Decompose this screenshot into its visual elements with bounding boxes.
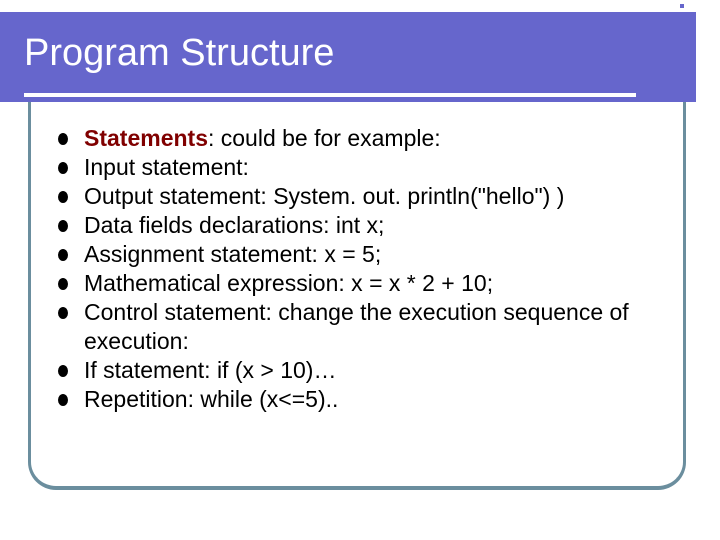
bullet-dot-icon bbox=[58, 220, 68, 232]
list-item bbox=[58, 356, 658, 385]
list-item bbox=[58, 182, 658, 211]
bullet-dot-icon bbox=[58, 133, 68, 145]
list-item-text: Assignment statement: x = 5; bbox=[84, 241, 382, 267]
corner-dot bbox=[680, 4, 684, 8]
list-item-text: Input statement: bbox=[84, 154, 249, 180]
bullet-dot-icon bbox=[58, 307, 68, 319]
page-title: Program Structure bbox=[24, 32, 335, 74]
list-item-text: Repetition: while (x<=5).. bbox=[84, 386, 339, 412]
bullet-dot-icon bbox=[58, 365, 68, 377]
list-item bbox=[58, 385, 658, 414]
bullet-dot-icon bbox=[58, 191, 68, 203]
bullet-list bbox=[58, 124, 658, 414]
list-item-text: Data fields declarations: int x; bbox=[84, 212, 385, 238]
bullet-dot-icon bbox=[58, 162, 68, 174]
list-item-text: If statement: if (x > 10)… bbox=[84, 357, 337, 383]
list-item bbox=[58, 211, 658, 240]
list-item-text: : could be for example: bbox=[207, 125, 441, 151]
bullet-dot-icon bbox=[58, 249, 68, 261]
highlight-term: Statements bbox=[84, 125, 208, 151]
list-item bbox=[58, 153, 658, 182]
title-underline bbox=[24, 93, 636, 97]
bullet-dot-icon bbox=[58, 394, 68, 406]
list-item bbox=[58, 240, 658, 269]
list-item-text: Mathematical expression: x = x * 2 + 10; bbox=[84, 270, 494, 296]
list-item-text: Control statement: change the execution sequence of execution: bbox=[84, 299, 629, 354]
list-item bbox=[58, 298, 658, 356]
list-item-text: Output statement: System. out. println("hello") ) bbox=[84, 183, 565, 209]
bullet-dot-icon bbox=[58, 278, 68, 290]
list-item bbox=[58, 124, 658, 153]
list-item bbox=[58, 269, 658, 298]
